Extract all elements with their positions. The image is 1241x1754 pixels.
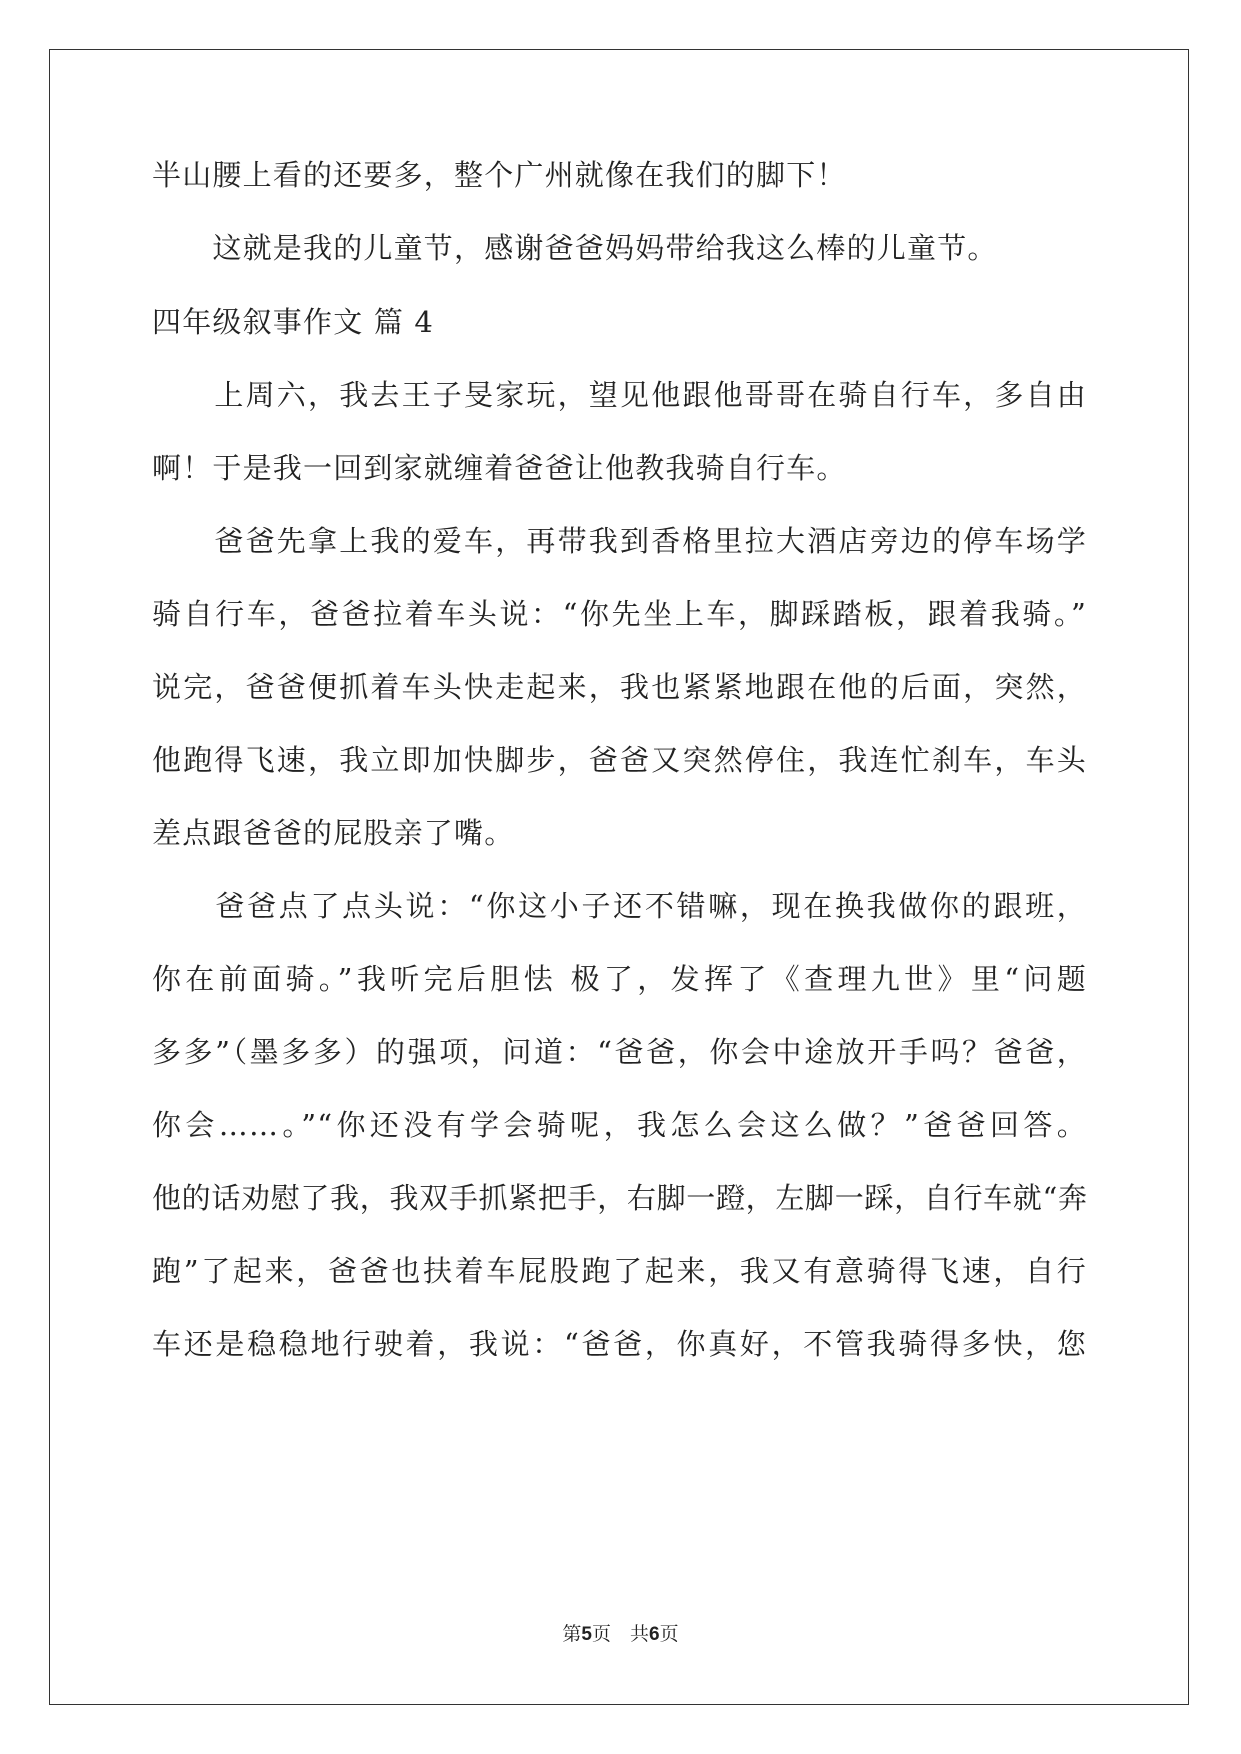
- text-line-1: 半山腰上看的还要多，整个广州就像在我们的脚下！: [152, 158, 847, 192]
- text-line-17: 车还是稳稳地行驶着，我说：“爸爸，你真好，不管我骑得多快，您: [152, 1327, 1087, 1361]
- text-line-6: 爸爸先拿上我的爱车，再带我到香格里拉大酒店旁边的停车场学: [152, 524, 1087, 558]
- section-heading: 四年级叙事作文 篇 4: [152, 305, 435, 339]
- page-footer: [0, 1622, 1241, 1647]
- text-line-12: 你在前面骑。”我听完后胆怯 极了，发挥了《查理九世》里“问题: [152, 962, 1087, 996]
- text-line-2: 这就是我的儿童节，感谢爸爸妈妈带给我这么棒的儿童节。: [152, 231, 998, 265]
- text-line-16: 跑”了起来，爸爸也扶着车屁股跑了起来，我又有意骑得飞速，自行: [152, 1254, 1087, 1288]
- total-page-number: 6: [649, 1624, 660, 1645]
- text-line-8: 说完，爸爸便抓着车头快走起来，我也紧紧地跟在他的后面，突然，: [152, 670, 1087, 704]
- text-line-7: 骑自行车，爸爸拉着车头说：“你先坐上车，脚踩踏板，跟着我骑。”: [152, 597, 1087, 631]
- text-line-11: 爸爸点了点头说：“你这小子还不错嘛，现在换我做你的跟班，: [152, 889, 1087, 923]
- text-line-10: 差点跟爸爸的屁股亲了嘴。: [152, 816, 515, 850]
- text-line-9: 他跑得飞速，我立即加快脚步，爸爸又突然停住，我连忙刹车，车头: [152, 743, 1087, 777]
- text-line-5: 啊！于是我一回到家就缠着爸爸让他教我骑自行车。: [152, 451, 847, 485]
- text-line-4: 上周六，我去王子旻家玩，望见他跟他哥哥在骑自行车，多自由: [152, 378, 1087, 412]
- text-line-14: 你会……。”“你还没有学会骑呢，我怎么会这么做？”爸爸回答。: [152, 1108, 1087, 1142]
- text-line-13: 多多”（墨多多）的强项，问道：“爸爸，你会中途放开手吗？爸爸，: [152, 1035, 1087, 1069]
- page-border: [49, 49, 1189, 1705]
- footer-mid: 页 共: [591, 1623, 649, 1645]
- text-line-15: 他的话劝慰了我，我双手抓紧把手，右脚一蹬，左脚一踩，自行车就“奔: [152, 1181, 1087, 1215]
- footer-suffix: 页: [659, 1623, 679, 1645]
- footer-prefix: 第: [562, 1623, 582, 1645]
- current-page-number: 5: [581, 1624, 592, 1645]
